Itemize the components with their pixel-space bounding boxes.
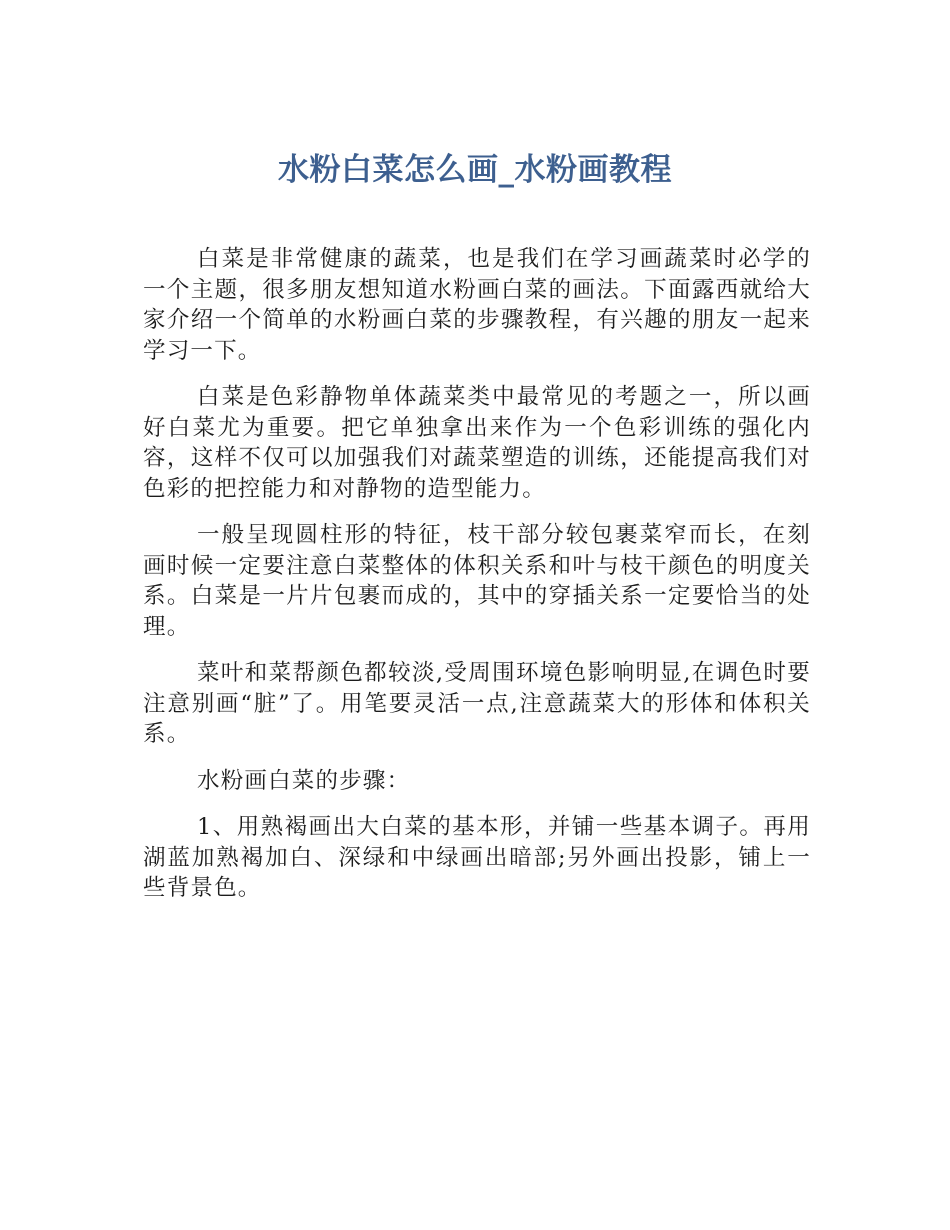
step-one-paragraph: 1、用熟褐画出大白菜的基本形，并铺一些基本调子。再用湖蓝加熟褐加白、深绿和中绿画出暗部;另外画出投影，铺上一些背景色。: [143, 814, 811, 901]
steps-heading-paragraph: 水粉画白菜的步骤：: [197, 767, 411, 794]
importance-paragraph: 白菜是色彩静物单体蔬菜类中最常见的考题之一，所以画好白菜尤为重要。把它单独拿出来作为一个色彩训练的强化内容，这样不仅可以加强我们对蔬菜塑造的训练，还能提高我们对色彩的把控能力和对静物的造型能力。: [143, 384, 811, 502]
intro-paragraph: 白菜是非常健康的蔬菜，也是我们在学习画蔬菜时必学的一个主题，很多朋友想知道水粉画白菜的画法。下面露西就给大家介绍一个简单的水粉画白菜的步骤教程，有兴趣的朋友一起来学习一下。: [143, 246, 811, 364]
document-title: 水粉白菜怎么画_水粉画教程: [278, 152, 672, 188]
shape-paragraph: 一般呈现圆柱形的特征，枝干部分较包裹菜窄而长，在刻画时候一定要注意白菜整体的体积关系和叶与枝干颜色的明度关系。白菜是一片片包裹而成的，其中的穿插关系一定要恰当的处理。: [143, 522, 811, 640]
document-body: [143, 244, 811, 920]
color-tips-paragraph: 菜叶和菜帮颜色都较淡,受周围环境色影响明显,在调色时要注意别画“脏”了。用笔要灵活一点,注意蔬菜大的形体和体积关系。: [143, 660, 811, 747]
